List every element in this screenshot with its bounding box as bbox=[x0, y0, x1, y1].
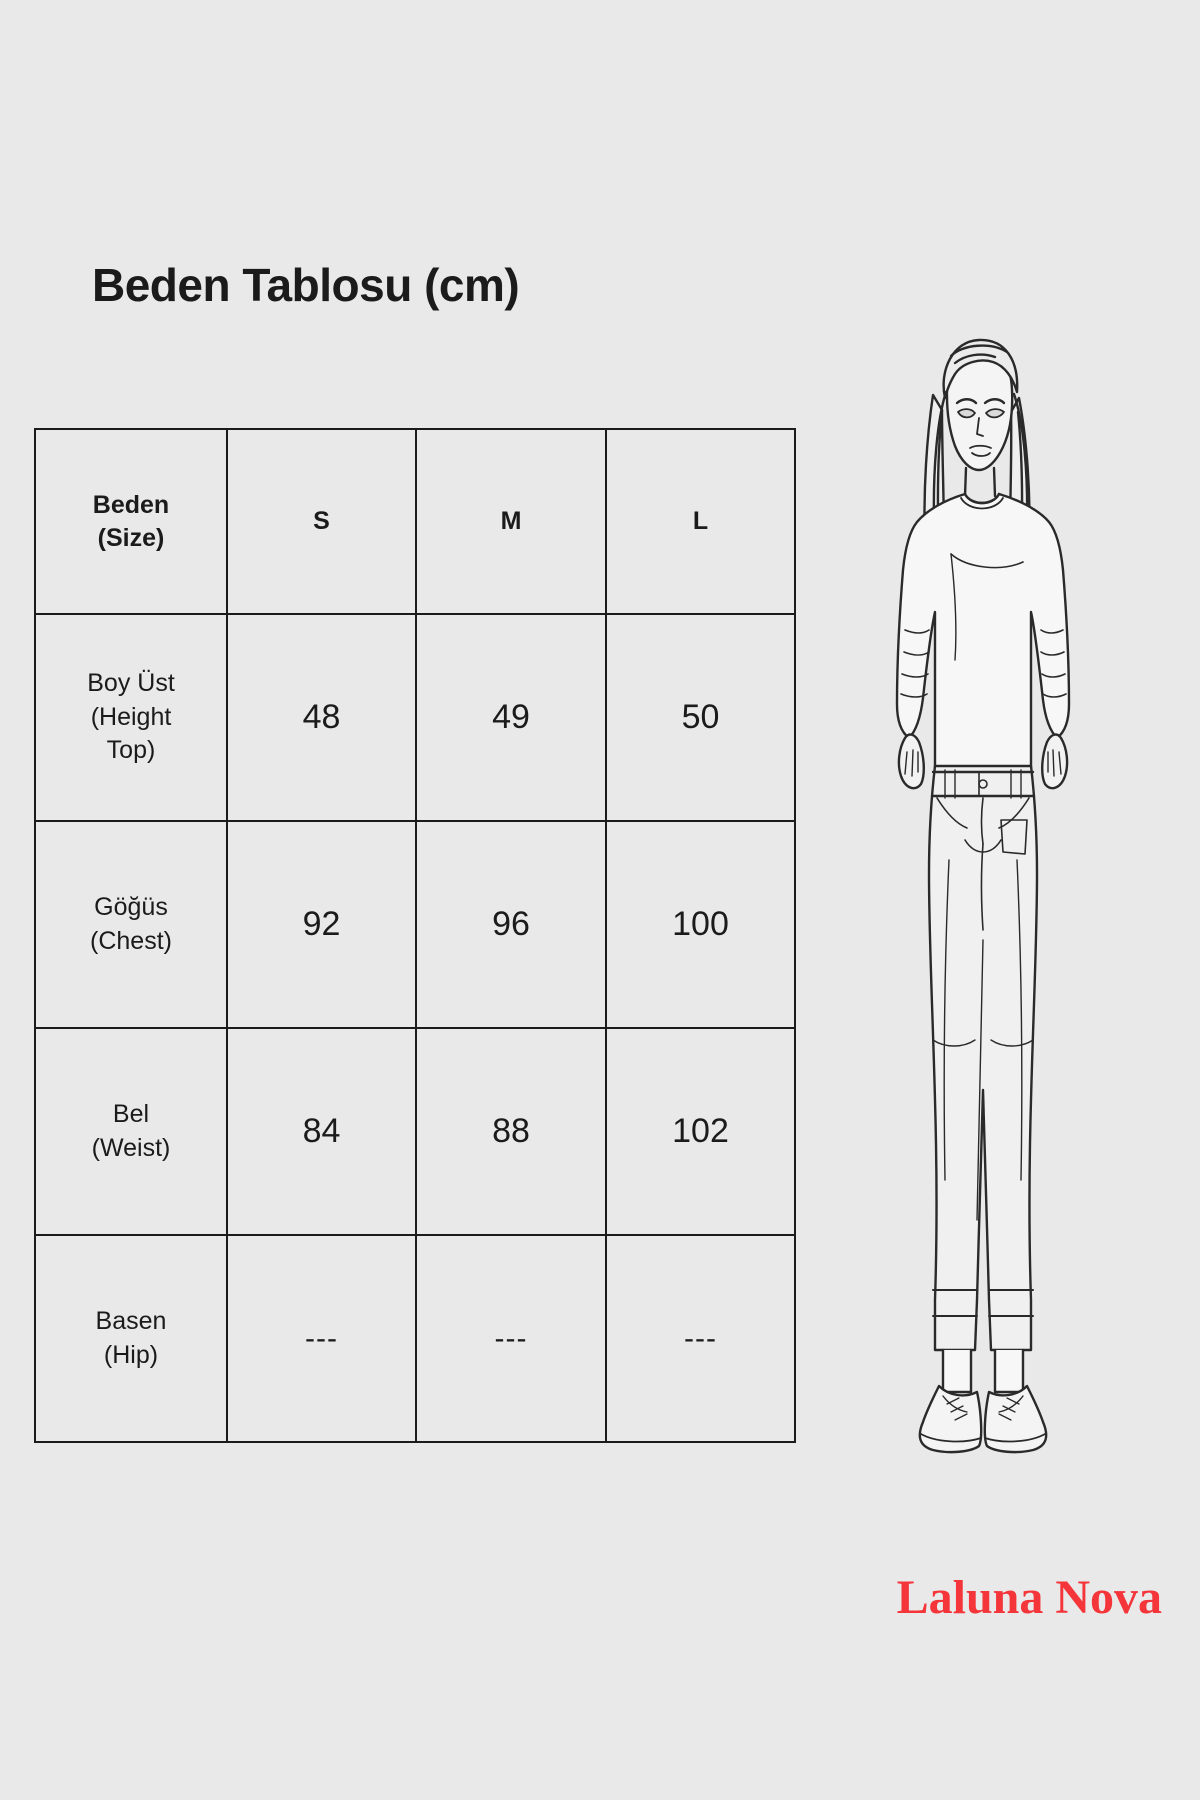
header-cell-size-label bbox=[35, 429, 227, 614]
page-title: Beden Tablosu (cm) bbox=[92, 259, 520, 311]
cell-height-top-l: 50 bbox=[606, 614, 795, 821]
cell-hip-l: --- bbox=[606, 1235, 795, 1442]
table-header-row bbox=[35, 429, 795, 614]
table-row bbox=[35, 1235, 795, 1442]
row-label-line2: (Hip) bbox=[103, 1340, 159, 1369]
header-size-label-line1: Beden bbox=[92, 490, 170, 519]
row-label-hip bbox=[35, 1235, 227, 1442]
table-row bbox=[35, 821, 795, 1028]
cell-waist-s: 84 bbox=[227, 1028, 416, 1235]
row-label-line2: (Chest) bbox=[90, 926, 172, 955]
cell-height-top-s: 48 bbox=[227, 614, 416, 821]
row-label-waist bbox=[35, 1028, 227, 1235]
cell-hip-m: --- bbox=[416, 1235, 606, 1442]
row-label-line1: Boy Üst bbox=[87, 669, 175, 698]
row-label-line1: Göğüs bbox=[94, 893, 168, 921]
row-label-chest bbox=[35, 821, 227, 1028]
table-body bbox=[35, 614, 795, 1442]
row-label-height-top bbox=[35, 614, 227, 821]
cell-height-top-m: 49 bbox=[416, 614, 606, 821]
cell-hip-s: --- bbox=[227, 1235, 416, 1442]
header-size-label-line2: (Size) bbox=[97, 523, 165, 552]
header-cell-m: M bbox=[416, 429, 606, 614]
cell-waist-m: 88 bbox=[416, 1028, 606, 1235]
row-label-line1: Basen bbox=[95, 1307, 167, 1335]
size-table bbox=[34, 428, 796, 1443]
header-cell-s: S bbox=[227, 429, 416, 614]
header-cell-l: L bbox=[606, 429, 795, 614]
row-label-line1: Bel bbox=[112, 1100, 150, 1128]
brand-logo-text: Laluna Nova bbox=[896, 1571, 1162, 1624]
row-label-line2: (Height bbox=[90, 702, 172, 731]
cell-waist-l: 102 bbox=[606, 1028, 795, 1235]
table-row bbox=[35, 1028, 795, 1235]
fashion-model-illustration bbox=[805, 300, 1165, 1480]
cell-chest-m: 96 bbox=[416, 821, 606, 1028]
row-label-line2: (Weist) bbox=[91, 1133, 171, 1162]
cell-chest-s: 92 bbox=[227, 821, 416, 1028]
row-label-line3: Top) bbox=[106, 736, 156, 765]
table-row bbox=[35, 614, 795, 821]
cell-chest-l: 100 bbox=[606, 821, 795, 1028]
table-header bbox=[35, 429, 795, 614]
